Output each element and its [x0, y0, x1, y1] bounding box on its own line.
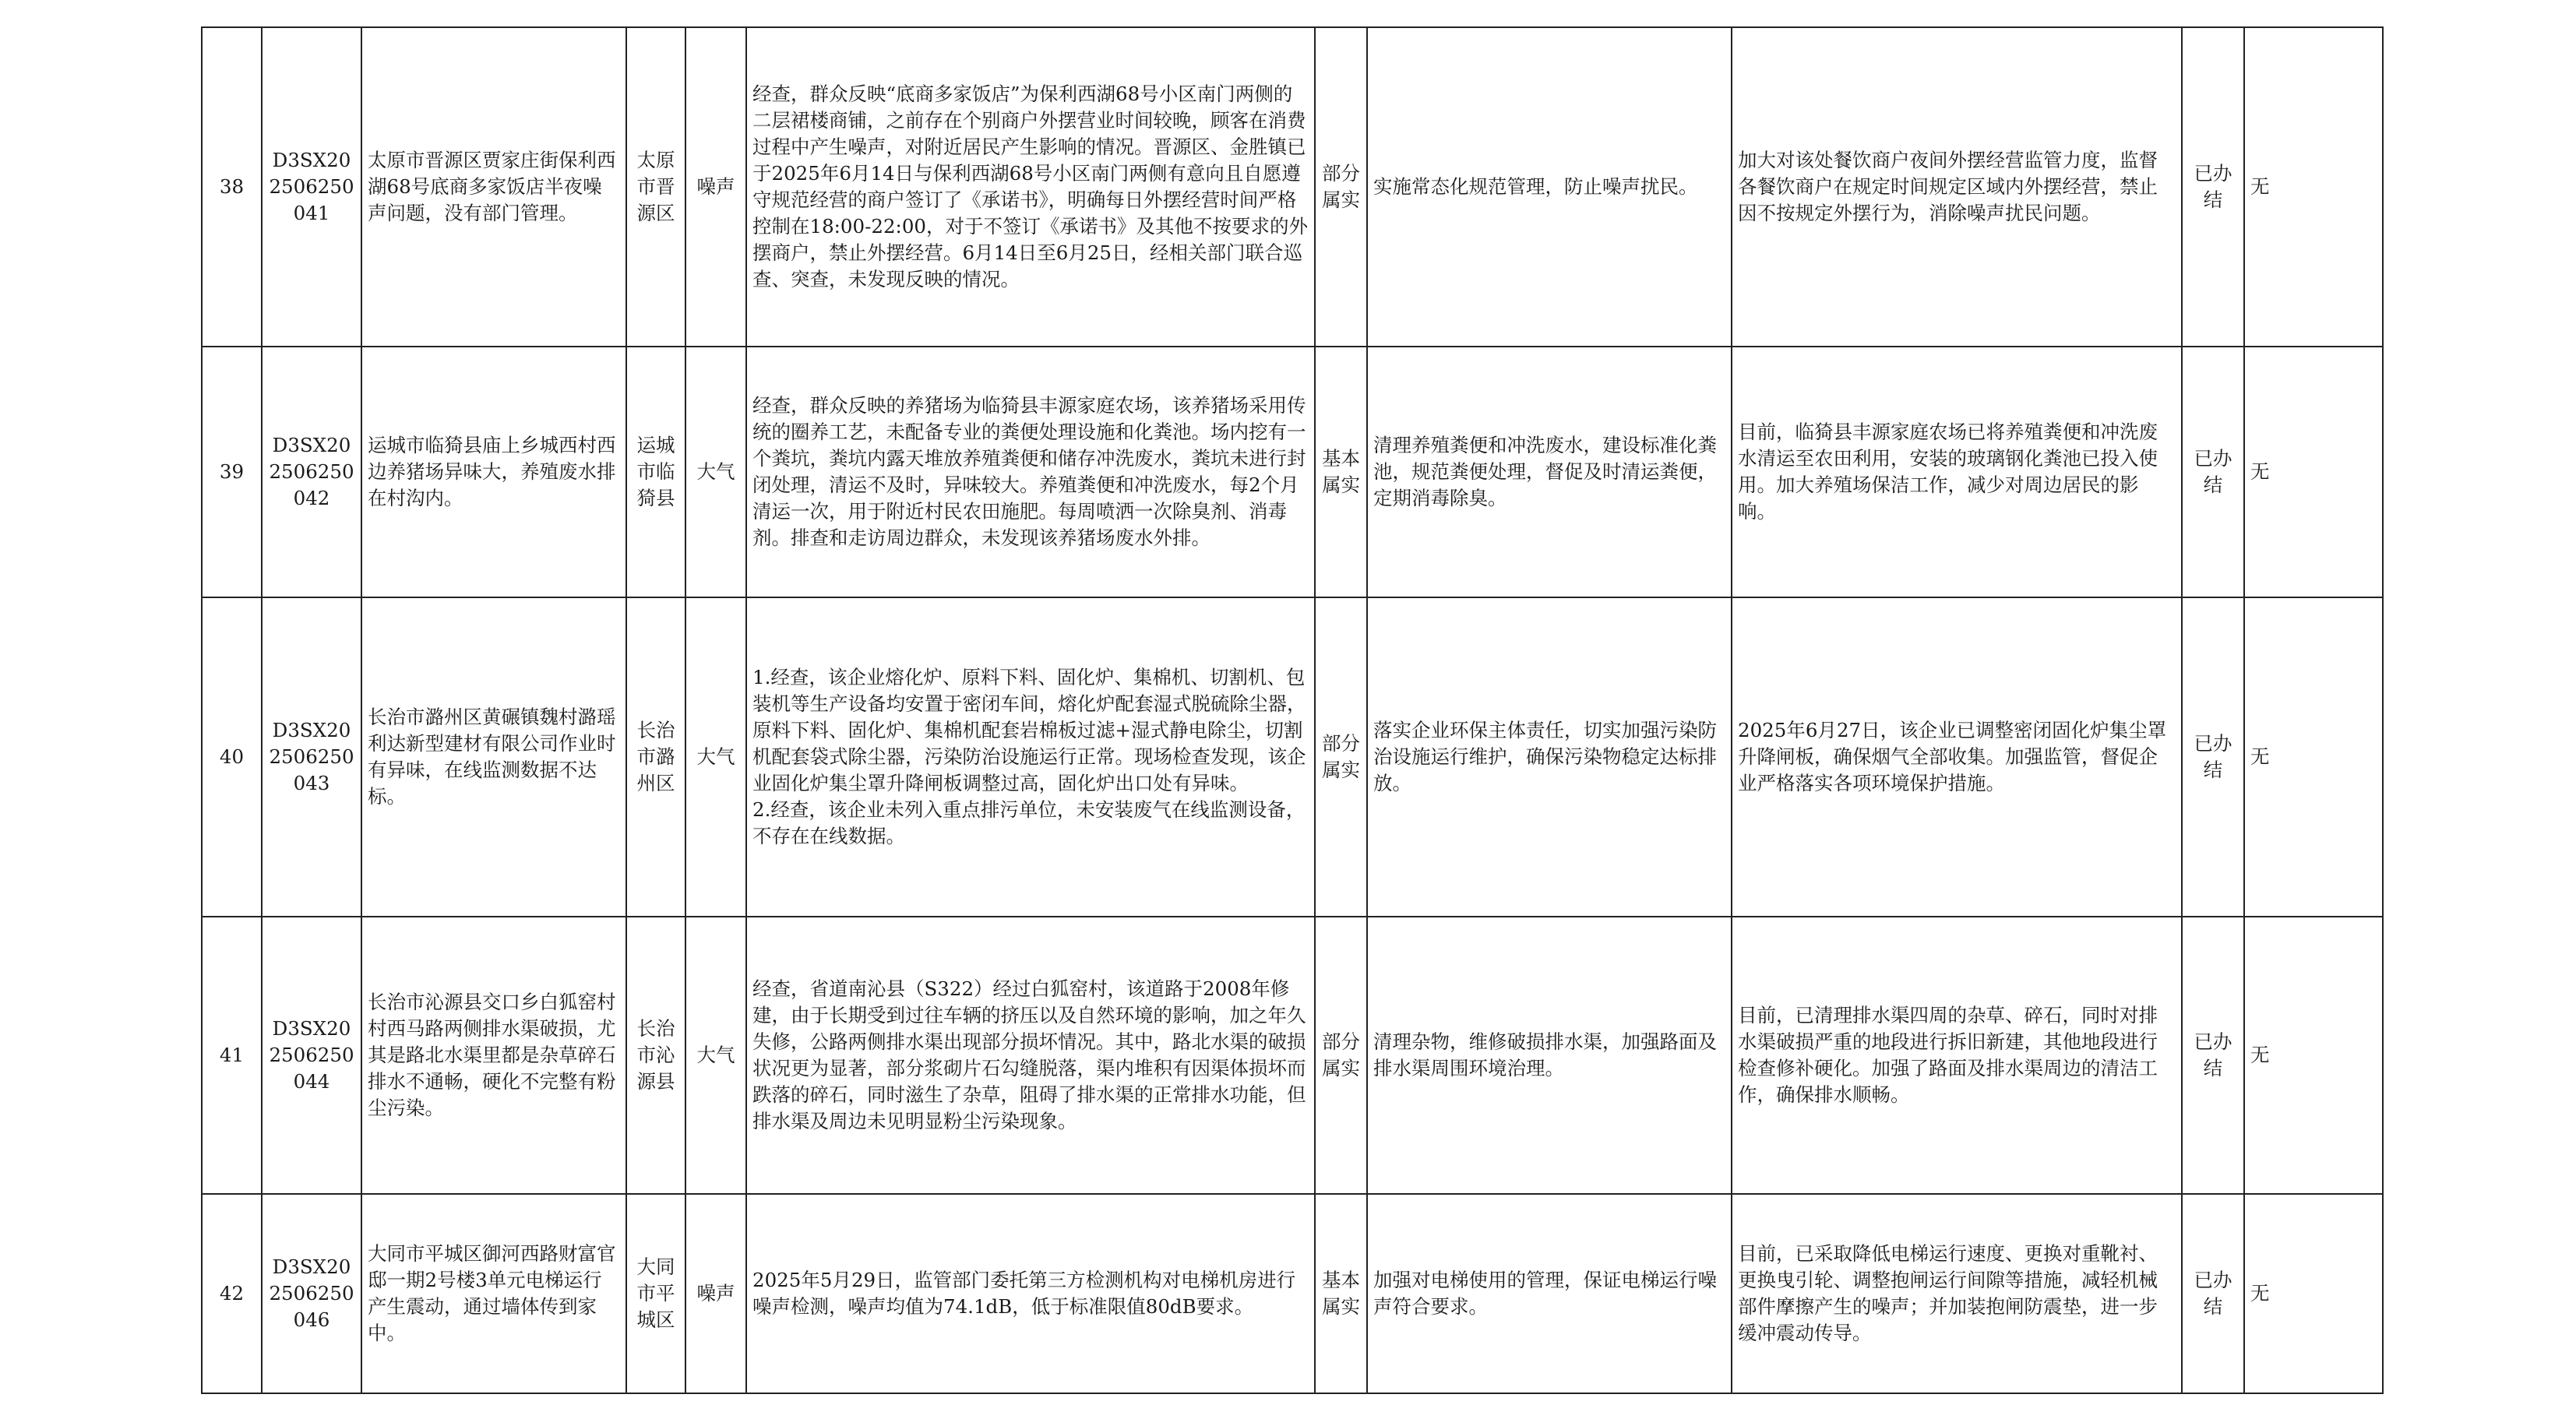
complaint-content: 大同市平城区御河西路财富官邸一期2号楼3单元电梯运行产生震动，通过墙体传到家中。 — [361, 1194, 626, 1393]
accountability: 无 — [2244, 597, 2383, 917]
investigation-paragraph: 经查，群众反映的养猪场为临猗县丰源家庭农场，该养猪场采用传统的圈养工艺，未配备专业的粪便处理设施和化粪池。场内挖有一个粪坑，粪坑内露天堆放养殖粪便和储存冲洗废水，粪坑未进行封闭处理，清运不及时，异味较大。养殖粪便和冲洗废水，每2个月清运一次，用于附近村民农田施肥。每周喷洒一次除臭剂、消毒剂。排查和走访周边群众，未发现该养猪场废水外排。 — [752, 394, 1306, 549]
investigation-details — [746, 27, 1315, 347]
investigation-details — [746, 917, 1315, 1194]
handling-measures: 清理养殖粪便和冲洗废水，建设标准化粪池，规范粪便处理，督促及时清运粪便，定期消毒除臭。 — [1367, 347, 1732, 597]
case-code: D3SX202506250042 — [262, 347, 361, 597]
row-number: 38 — [202, 27, 262, 347]
verification-result: 部分属实 — [1315, 27, 1367, 347]
administrative-district: 长治市潞州区 — [626, 597, 685, 917]
investigation-details — [746, 1194, 1315, 1393]
pollution-type: 大气 — [685, 917, 746, 1194]
complaint-content: 长治市潞州区黄碾镇魏村潞瑶利达新型建材有限公司作业时有异味，在线监测数据不达标。 — [361, 597, 626, 917]
investigation-paragraph: 2025年5月29日，监管部门委托第三方检测机构对电梯机房进行噪声检测，噪声均值为74.1dB，低于标准限值80dB要求。 — [752, 1269, 1296, 1318]
administrative-district: 太原市晋源区 — [626, 27, 685, 347]
verification-result: 基本属实 — [1315, 347, 1367, 597]
completion-status: 已办结 — [2182, 917, 2244, 1194]
complaint-table — [201, 26, 2384, 1394]
handling-measures: 实施常态化规范管理，防止噪声扰民。 — [1367, 27, 1732, 347]
case-code: D3SX202506250044 — [262, 917, 361, 1194]
investigation-paragraph: 1.经查，该企业熔化炉、原料下料、固化炉、集棉机、切割机、包装机等生产设备均安置于密闭车间，熔化炉配套湿式脱硫除尘器，原料下料、固化炉、集棉机配套岩棉板过滤+湿式静电除尘，切割机配套袋式除尘器，污染防治设施运行正常。现场检查发现，该企业固化炉集尘罩升降闸板调整过高，固化炉出口处有异味。 — [752, 666, 1306, 794]
verification-result: 部分属实 — [1315, 597, 1367, 917]
investigation-paragraph: 经查，省道南沁县（S322）经过白狐窑村，该道路于2008年修建，由于长期受到过往车辆的挤压以及自然环境的影响，加之年久失修，公路两侧排水渠出现部分损坏情况。其中，路北水渠的破损状况更为显著，部分浆砌片石勾缝脱落，渠内堆积有因渠体损坏而跌落的碎石，同时滋生了杂草，阻碍了排水渠的正常排水功能，但排水渠及周边未见明显粉尘污染现象。 — [752, 977, 1306, 1132]
administrative-district: 运城市临猗县 — [626, 347, 685, 597]
accountability: 无 — [2244, 27, 2383, 347]
complaint-content: 运城市临猗县庙上乡城西村西边养猪场异味大，养殖废水排在村沟内。 — [361, 347, 626, 597]
rectification-result: 目前，已清理排水渠四周的杂草、碎石，同时对排水渠破损严重的地段进行拆旧新建，其他地段进行检查修补硬化。加强了路面及排水渠周边的清洁工作，确保排水顺畅。 — [1732, 917, 2182, 1194]
case-code: D3SX202506250041 — [262, 27, 361, 347]
row-number: 39 — [202, 347, 262, 597]
completion-status: 已办结 — [2182, 1194, 2244, 1393]
administrative-district: 长治市沁源县 — [626, 917, 685, 1194]
table-row — [202, 27, 2383, 347]
rectification-result: 加大对该处餐饮商户夜间外摆经营监管力度，监督各餐饮商户在规定时间规定区域内外摆经营，禁止因不按规定外摆行为，消除噪声扰民问题。 — [1732, 27, 2182, 347]
row-number: 42 — [202, 1194, 262, 1393]
table-row — [202, 917, 2383, 1194]
table-row — [202, 347, 2383, 597]
completion-status: 已办结 — [2182, 27, 2244, 347]
completion-status: 已办结 — [2182, 347, 2244, 597]
row-number: 41 — [202, 917, 262, 1194]
pollution-type: 噪声 — [685, 27, 746, 347]
rectification-result: 目前，已采取降低电梯运行速度、更换对重靴衬、更换曳引轮、调整抱闸运行间隙等措施，减轻机械部件摩擦产生的噪声；并加装抱闸防震垫，进一步缓冲震动传导。 — [1732, 1194, 2182, 1393]
verification-result: 基本属实 — [1315, 1194, 1367, 1393]
accountability: 无 — [2244, 917, 2383, 1194]
table-row — [202, 597, 2383, 917]
handling-measures: 加强对电梯使用的管理，保证电梯运行噪声符合要求。 — [1367, 1194, 1732, 1393]
table-row — [202, 1194, 2383, 1393]
investigation-details — [746, 597, 1315, 917]
complaint-content: 太原市晋源区贾家庄街保利西湖68号底商多家饭店半夜噪声问题，没有部门管理。 — [361, 27, 626, 347]
investigation-paragraph: 2.经查，该企业未列入重点排污单位，未安装废气在线监测设备，不存在在线数据。 — [752, 798, 1306, 847]
report-table-container — [201, 26, 2382, 1393]
complaint-content: 长治市沁源县交口乡白狐窑村村西马路两侧排水渠破损，尤其是路北水渠里都是杂草碎石排水不通畅，硬化不完整有粉尘污染。 — [361, 917, 626, 1194]
verification-result: 部分属实 — [1315, 917, 1367, 1194]
pollution-type: 噪声 — [685, 1194, 746, 1393]
pollution-type: 大气 — [685, 597, 746, 917]
rectification-result: 目前，临猗县丰源家庭农场已将养殖粪便和冲洗废水清运至农田利用，安装的玻璃钢化粪池已投入使用。加大养殖场保洁工作，减少对周边居民的影响。 — [1732, 347, 2182, 597]
handling-measures: 落实企业环保主体责任，切实加强污染防治设施运行维护，确保污染物稳定达标排放。 — [1367, 597, 1732, 917]
investigation-paragraph: 经查，群众反映“底商多家饭店”为保利西湖68号小区南门两侧的二层裙楼商铺，之前存在个别商户外摆营业时间较晚，顾客在消费过程中产生噪声，对附近居民产生影响的情况。晋源区、金胜镇已于2025年6月14日与保利西湖68号小区南门两侧有意向且自愿遵守规范经营的商户签订了《承诺书》，明确每日外摆经营时间严格控制在18:00-22:00，对于不签订《承诺书》及其他不按要求的外摆商户，禁止外摆经营。6月14日至6月25日，经相关部门联合巡查、突查，未发现反映的情况。 — [752, 83, 1308, 290]
rectification-result: 2025年6月27日，该企业已调整密闭固化炉集尘罩升降闸板，确保烟气全部收集。加强监管，督促企业严格落实各项环境保护措施。 — [1732, 597, 2182, 917]
handling-measures: 清理杂物，维修破损排水渠，加强路面及排水渠周围环境治理。 — [1367, 917, 1732, 1194]
investigation-details — [746, 347, 1315, 597]
case-code: D3SX202506250043 — [262, 597, 361, 917]
completion-status: 已办结 — [2182, 597, 2244, 917]
accountability: 无 — [2244, 347, 2383, 597]
pollution-type: 大气 — [685, 347, 746, 597]
case-code: D3SX202506250046 — [262, 1194, 361, 1393]
administrative-district: 大同市平城区 — [626, 1194, 685, 1393]
row-number: 40 — [202, 597, 262, 917]
accountability: 无 — [2244, 1194, 2383, 1393]
